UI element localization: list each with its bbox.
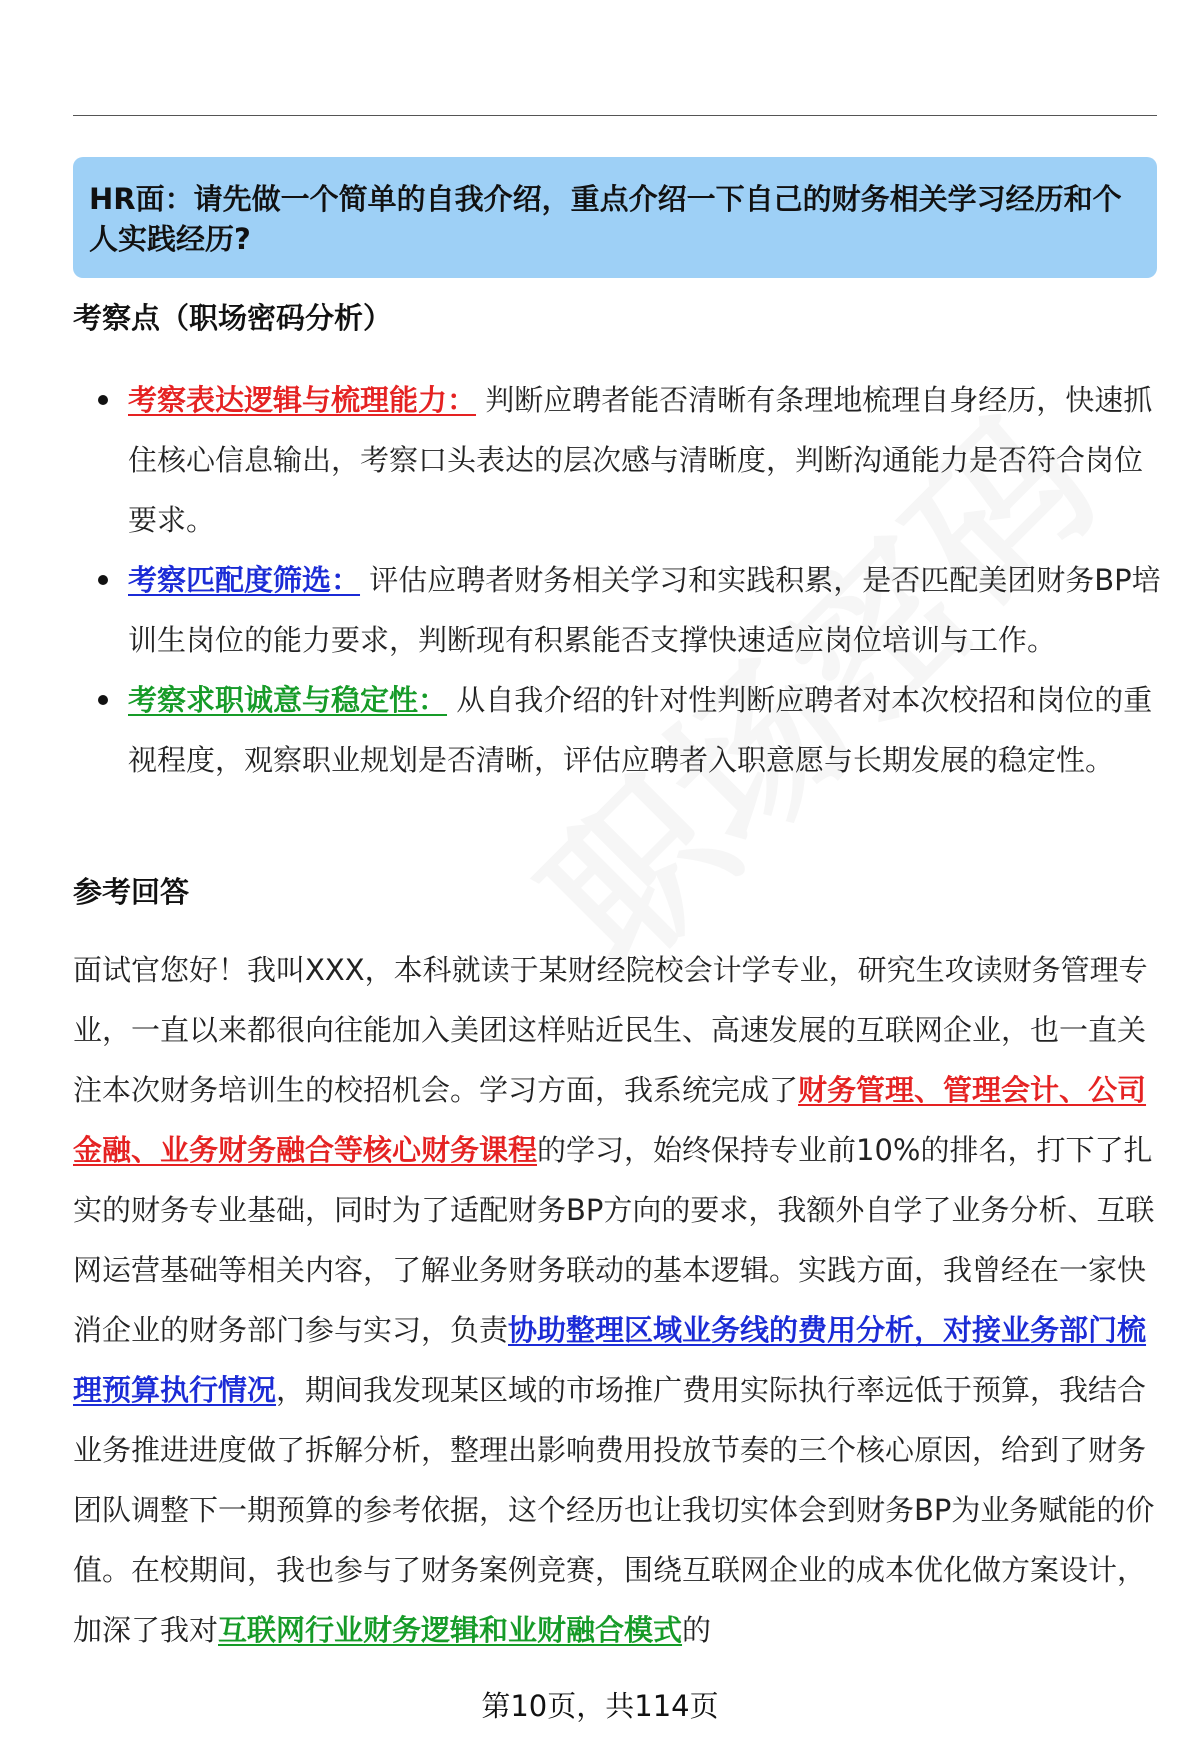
- point-text: 判断应聘者能否清晰有条理地梳理自身经历，快速抓住核心信息输出，考察口头表达的层次感与清晰度，判断沟通能力是否符合岗位要求。: [128, 383, 1153, 537]
- page-number: 第10页，共114页: [481, 1689, 719, 1723]
- point-label: 考察求职诚意与稳定性：: [128, 683, 448, 717]
- bullet-icon: [98, 395, 108, 405]
- answer-text: 面试官您好！我叫XXX，本科就读于某财经院校会计学专业，研究生攻读财务管理专业，一直以来都很向往能加入美团这样贴近民生、高速发展的互联网企业，也一直关注本次财务培训生的校招机会。学习方面，我系统完成了: [73, 953, 1148, 1107]
- answer-highlight: 财务管理、管理会计、公司金融、业务财务融合等核心财务课程: [73, 1073, 1147, 1167]
- points-title: 考察点（职场密码分析）: [73, 301, 393, 335]
- bullet-icon: [98, 575, 108, 585]
- answer-paragraph: [73, 940, 1161, 1660]
- point-text: 从自我介绍的针对性判断应聘者对本次校招和岗位的重视程度，观察职业规划是否清晰，评估应聘者入职意愿与长期发展的稳定性。: [128, 683, 1153, 777]
- question-text: HR面：请先做一个简单的自我介绍，重点介绍一下自己的财务相关学习经历和个人实践经历?: [89, 182, 1122, 256]
- top-divider: [73, 115, 1157, 116]
- question-box: [73, 157, 1157, 278]
- answer-text: 的: [682, 1613, 712, 1647]
- point-label: 考察匹配度筛选：: [128, 563, 361, 597]
- answer-title: 参考回答: [73, 875, 190, 909]
- answer-highlight: 互联网行业财务逻辑和业财融合模式: [218, 1613, 683, 1647]
- point-text: 评估应聘者财务相关学习和实践积累，是否匹配美团财务BP培训生岗位的能力要求，判断现有积累能否支撑快速适应岗位培训与工作。: [128, 563, 1161, 657]
- list-item: [73, 670, 1163, 790]
- answer-text: 的学习，始终保持专业前10%的排名，打下了扎实的财务专业基础，同时为了适配财务BP方向的要求，我额外自学了业务分析、互联网运营基础等相关内容，了解业务财务联动的基本逻辑。实践方面，我曾经在一家快消企业的财务部门参与实习，负责: [73, 1133, 1155, 1347]
- bullet-icon: [98, 695, 108, 705]
- list-item: [73, 370, 1163, 550]
- point-label: 考察表达逻辑与梳理能力：: [128, 383, 477, 417]
- answer-highlight: 协助整理区域业务线的费用分析，对接业务部门梳理预算执行情况: [73, 1313, 1147, 1407]
- list-item: [73, 550, 1163, 670]
- answer-text: ，期间我发现某区域的市场推广费用实际执行率远低于预算，我结合业务推进进度做了拆解分析，整理出影响费用投放节奏的三个核心原因，给到了财务团队调整下一期预算的参考依据，这个经历也让我切实体会到财务BP为业务赋能的价值。在校期间，我也参与了财务案例竞赛，围绕互联网企业的成本优化做方案设计，加深了我对: [73, 1373, 1155, 1647]
- assessment-points: [73, 370, 1163, 790]
